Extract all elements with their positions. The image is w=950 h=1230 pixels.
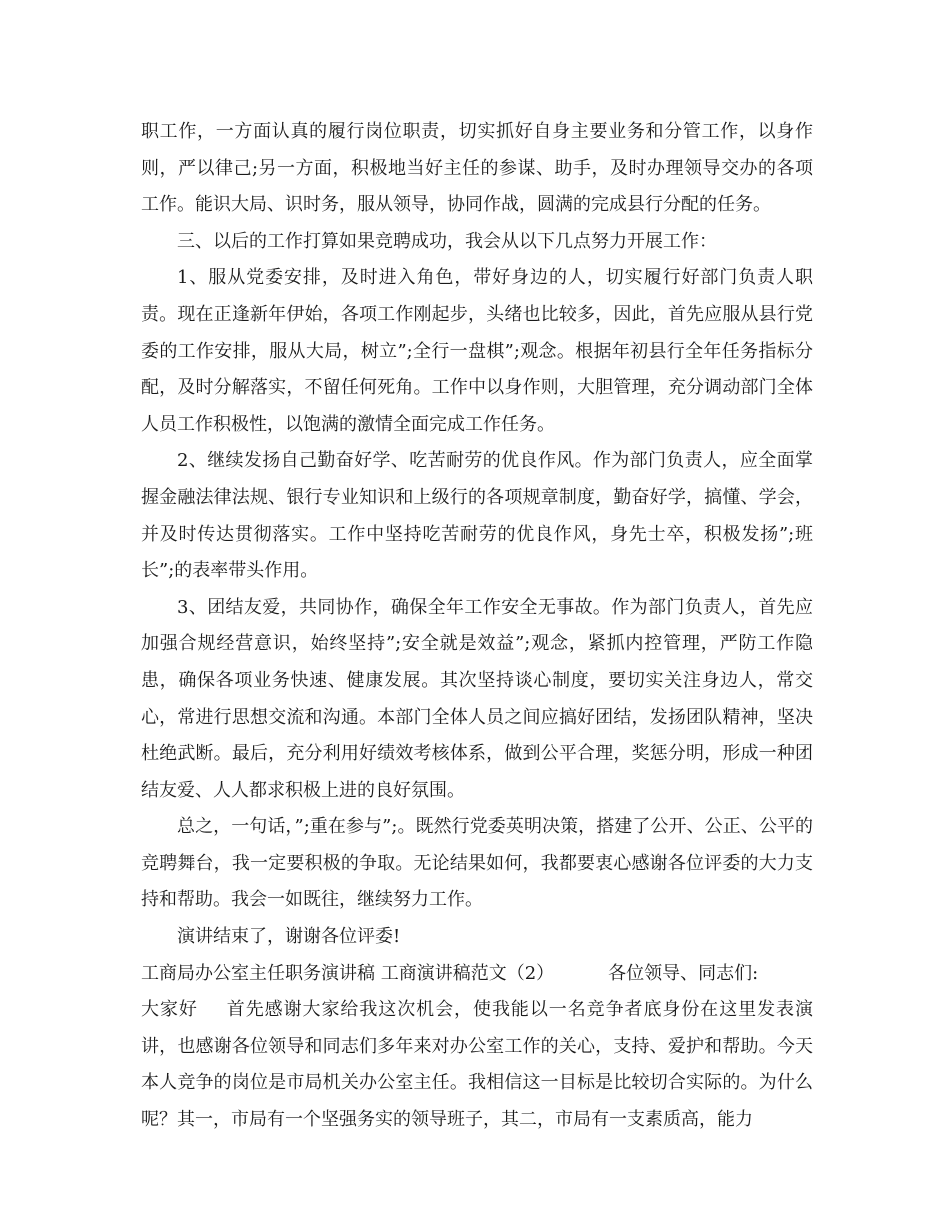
paragraph-closing: 演讲结束了，谢谢各位评委! [177, 926, 401, 948]
greeting: 大家好 [141, 999, 198, 1021]
speech-title: 工商局办公室主任职务演讲稿 工商演讲稿范文（2） [141, 962, 555, 984]
paragraph-plan-item-2: 2、继续发扬自己勤奋好学、吃苦耐劳的优良作风。作为部门负责人，应全面掌握金融法律法规、银行专业知识和上级行的各项规章制度，勤奋好学，搞懂、学会，并及时传达贯彻落实。工作中坚持吃苦耐劳的优良作风，身先士卒，积极发扬”;班长”;的表率带头作用。 [141, 450, 813, 582]
paragraph-speech-opening [141, 992, 813, 1138]
paragraph-work-plan-heading: 三、以后的工作打算如果竞聘成功，我会从以下几点努力开展工作： [177, 230, 717, 252]
paragraph-plan-item-1: 1、服从党委安排，及时进入角色，带好身边的人，切实履行好部门负责人职责。现在正逢新年伊始，各项工作刚起步，头绪也比较多，因此，首先应服从县行党委的工作安排，服从大局，树立”;全行一盘棋”;观念。根据年初县行全年任务指标分配，及时分解落实，不留任何死角。工作中以身作则，大胆管理，充分调动部门全体人员工作积极性，以饱满的激情全面完成工作任务。 [141, 267, 813, 435]
section-title-line [141, 956, 813, 993]
paragraph-conclusion: 总之，一句话，”;重在参与”;。既然行党委英明决策，搭建了公开、公正、公平的竞聘舞台，我一定要积极的争取。无论结果如何，我都要衷心感谢各位评委的大力支持和帮助。我会一如既往，继续努力工作。 [141, 816, 813, 911]
salutation: 各位领导、同志们: [608, 962, 759, 984]
document-body [141, 114, 813, 1139]
paragraph-continuation: 职工作，一方面认真的履行岗位职责，切实抓好自身主要业务和分管工作，以身作则，严以律己;另一方面，积极地当好主任的参谋、助手，及时办理领导交办的各项工作。能识大局、识时务，服从领导，协同作战，圆满的完成县行分配的任务。 [141, 121, 813, 216]
speech-opening-text: 首先感谢大家给我这次机会，使我能以一名竞争者底身份在这里发表演讲，也感谢各位领导和同志们多年来对办公室工作的关心，支持、爱护和帮助。今天本人竞争的岗位是市局机关办公室主任。我相信这一目标是比较切合实际的。为什么呢？其一，市局有一个坚强务实的领导班子，其二，市局有一支素质高，能力 [141, 999, 814, 1131]
paragraph-plan-item-3: 3、团结友爱，共同协作，确保全年工作安全无事故。作为部门负责人，首先应加强合规经营意识，始终坚持”;安全就是效益”;观念，紧抓内控管理，严防工作隐患，确保各项业务快速、健康发展。其次坚持谈心制度，要切实关注身边人，常交心，常进行思想交流和沟通。本部门全体人员之间应搞好团结，发扬团队精神，坚决杜绝武断。最后，充分利用好绩效考核体系，做到公平合理，奖惩分明，形成一种团结友爱、人人都求积极上进的良好氛围。 [141, 596, 813, 801]
